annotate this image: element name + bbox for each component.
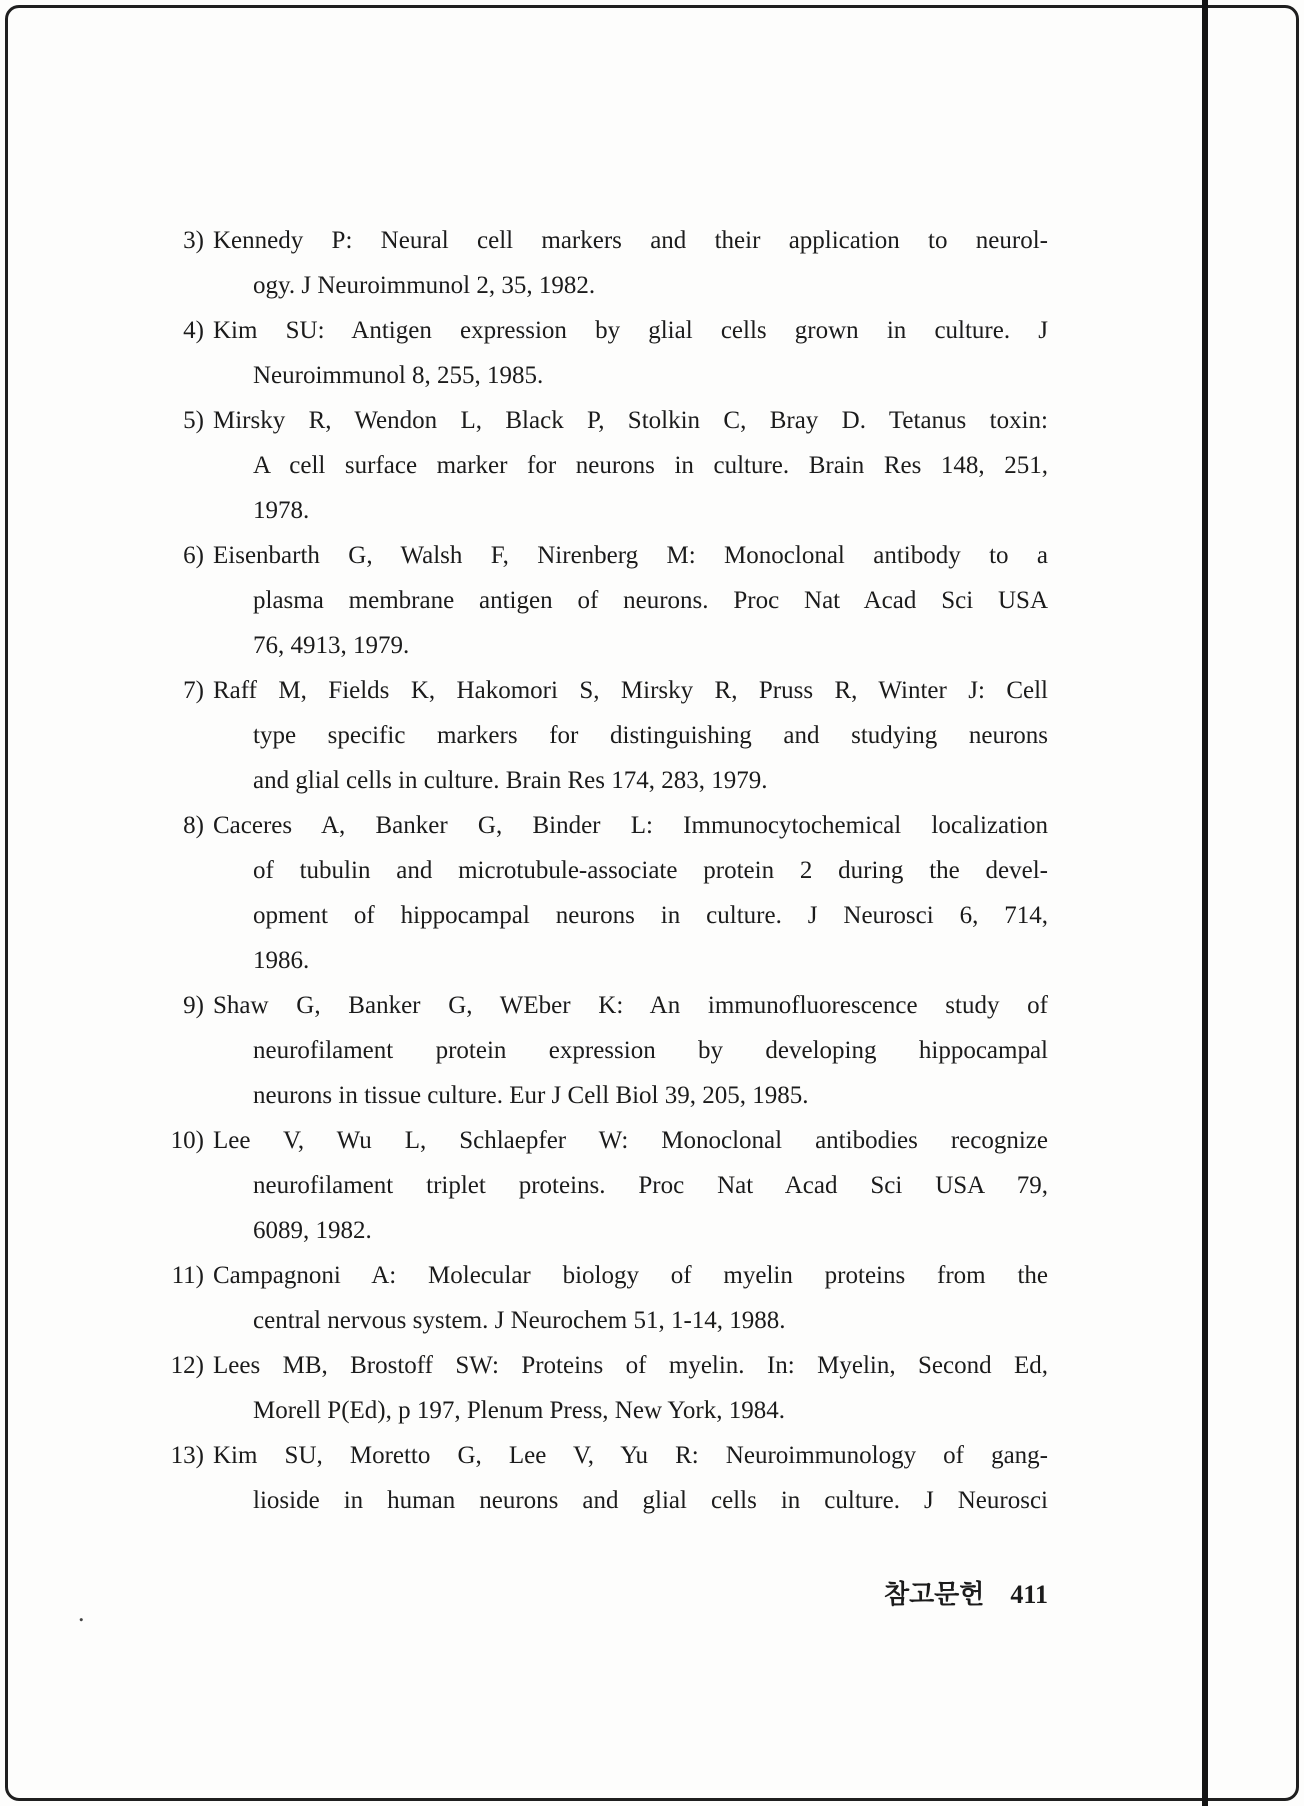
reference-text xyxy=(213,533,1048,668)
reference-number: 11) xyxy=(171,1262,204,1289)
reference-line: neurofilament protein expression by developing hippocampal xyxy=(253,1037,1048,1064)
reference-number: 13) xyxy=(170,1442,204,1469)
reference-number: 12) xyxy=(170,1352,204,1379)
reference-number: 5) xyxy=(183,407,204,434)
reference-item xyxy=(160,398,1048,533)
page-footer xyxy=(160,1578,1048,1612)
reference-line: 6089, 1982. xyxy=(253,1217,372,1244)
reference-text xyxy=(213,803,1048,983)
reference-number: 4) xyxy=(183,317,204,344)
reference-text xyxy=(213,1433,1048,1523)
reference-number: 9) xyxy=(183,992,204,1019)
reference-text xyxy=(213,398,1048,533)
stray-dot-mark: . xyxy=(78,1598,85,1627)
reference-number: 10) xyxy=(170,1127,204,1154)
reference-line: 76, 4913, 1979. xyxy=(253,632,410,659)
reference-line: Shaw G, Banker G, WEber K: An immunofluorescence study of xyxy=(213,992,1048,1019)
reference-line: Kim SU: Antigen expression by glial cells grown in culture. J xyxy=(213,317,1048,344)
reference-text xyxy=(213,1253,1048,1343)
reference-text xyxy=(213,308,1048,398)
reference-line: neurofilament triplet proteins. Proc Nat Acad Sci USA 79, xyxy=(253,1172,1048,1199)
reference-line: type specific markers for distinguishing and studying neurons xyxy=(253,722,1048,749)
reference-list xyxy=(160,218,1048,1523)
reference-line: 1978. xyxy=(253,497,310,524)
reference-item xyxy=(160,1433,1048,1523)
reference-item xyxy=(160,1118,1048,1253)
reference-line: opment of hippocampal neurons in culture. J Neurosci 6, 714, xyxy=(253,902,1048,929)
reference-item xyxy=(160,308,1048,398)
reference-item xyxy=(160,533,1048,668)
reference-line: Lees MB, Brostoff SW: Proteins of myelin. In: Myelin, Second Ed, xyxy=(213,1352,1048,1379)
reference-text xyxy=(213,218,1048,308)
reference-line: Caceres A, Banker G, Binder L: Immunocytochemical localization xyxy=(213,812,1048,839)
reference-line: Neuroimmunol 8, 255, 1985. xyxy=(253,362,544,389)
reference-item xyxy=(160,668,1048,803)
reference-line: plasma membrane antigen of neurons. Proc Nat Acad Sci USA xyxy=(253,587,1048,614)
reference-item xyxy=(160,218,1048,308)
reference-line: lioside in human neurons and glial cells in culture. J Neurosci xyxy=(253,1487,1048,1514)
page-gutter-line xyxy=(1202,0,1208,1806)
reference-line: A cell surface marker for neurons in culture. Brain Res 148, 251, xyxy=(253,452,1048,479)
reference-line: ogy. J Neuroimmunol 2, 35, 1982. xyxy=(253,272,596,299)
reference-line: Kim SU, Moretto G, Lee V, Yu R: Neuroimmunology of gang- xyxy=(213,1442,1048,1469)
reference-number: 3) xyxy=(183,227,204,254)
reference-number: 7) xyxy=(183,677,204,704)
reference-text xyxy=(213,983,1048,1118)
reference-item xyxy=(160,1343,1048,1433)
reference-number: 8) xyxy=(183,812,204,839)
reference-line: Campagnoni A: Molecular biology of myelin proteins from the xyxy=(213,1262,1048,1289)
reference-line: of tubulin and microtubule-associate protein 2 during the devel- xyxy=(253,857,1048,884)
reference-line: Morell P(Ed), p 197, Plenum Press, New York, 1984. xyxy=(253,1397,785,1424)
reference-number: 6) xyxy=(183,542,204,569)
reference-text xyxy=(213,1118,1048,1253)
reference-item xyxy=(160,803,1048,983)
reference-line: central nervous system. J Neurochem 51, 1-14, 1988. xyxy=(253,1307,786,1334)
reference-item xyxy=(160,1253,1048,1343)
reference-line: neurons in tissue culture. Eur J Cell Biol 39, 205, 1985. xyxy=(253,1082,809,1109)
reference-text xyxy=(213,1343,1048,1433)
footer-section-label: 참고문헌 xyxy=(883,1580,985,1609)
reference-line: 1986. xyxy=(253,947,310,974)
reference-line: Lee V, Wu L, Schlaepfer W: Monoclonal antibodies recognize xyxy=(213,1127,1048,1154)
footer-page-number: 411 xyxy=(1010,1580,1048,1609)
reference-item xyxy=(160,983,1048,1118)
reference-text xyxy=(213,668,1048,803)
reference-line: and glial cells in culture. Brain Res 174, 283, 1979. xyxy=(253,767,768,794)
reference-line: Raff M, Fields K, Hakomori S, Mirsky R, Pruss R, Winter J: Cell xyxy=(213,677,1048,704)
reference-line: Kennedy P: Neural cell markers and their application to neurol- xyxy=(213,227,1048,254)
reference-line: Mirsky R, Wendon L, Black P, Stolkin C, Bray D. Tetanus toxin: xyxy=(213,407,1048,434)
reference-line: Eisenbarth G, Walsh F, Nirenberg M: Monoclonal antibody to a xyxy=(213,542,1048,569)
